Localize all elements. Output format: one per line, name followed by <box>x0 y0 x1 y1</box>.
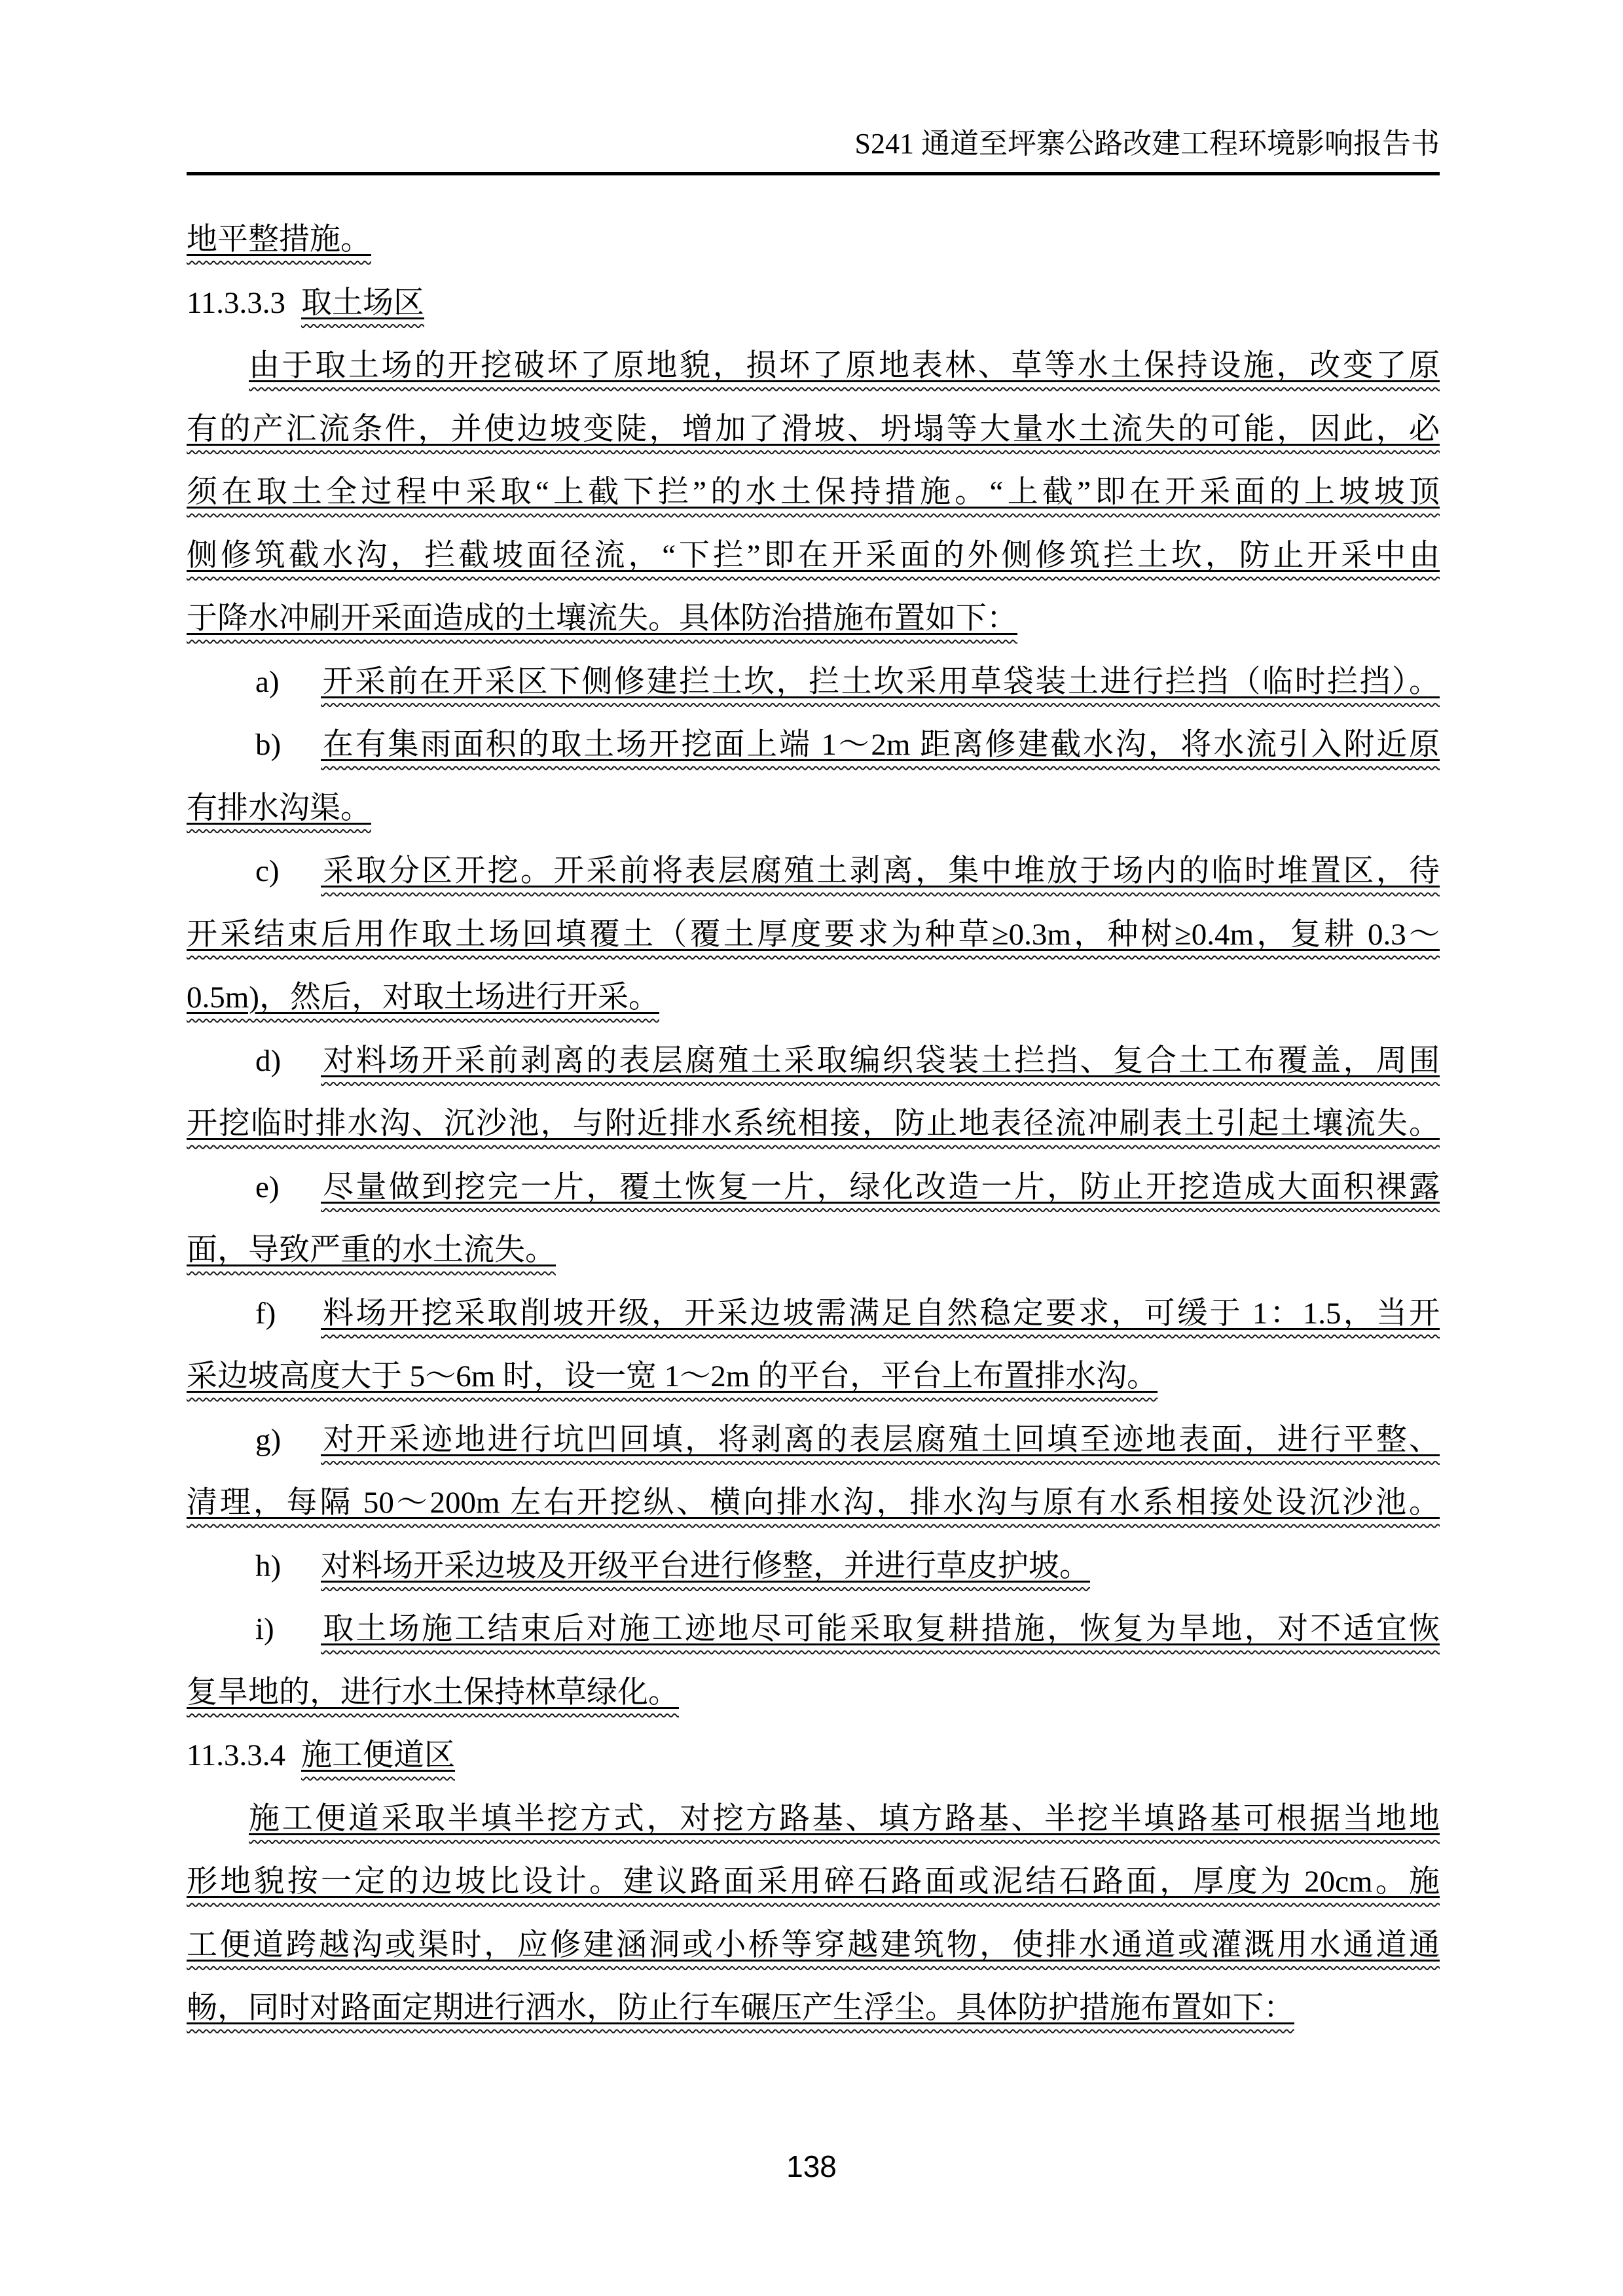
text-line <box>187 461 1440 524</box>
report-title-header <box>187 126 1440 162</box>
underline-wrap <box>321 1170 1440 1204</box>
list-marker: f) <box>255 1296 276 1331</box>
text-line <box>187 1408 1440 1472</box>
list-marker: h) <box>255 1549 282 1583</box>
line-text: 取土场施工结束后对施工迹地尽可能采取复耕措施，恢复为旱地，对不适宜恢 <box>321 1612 1440 1646</box>
underline-wrap <box>301 286 424 320</box>
text-line <box>187 1092 1440 1156</box>
line-text: 于降水冲刷开采面造成的土壤流失。具体防治措施布置如下： <box>187 601 1017 636</box>
underline-wrap <box>249 1802 1440 1836</box>
line-text: 在有集雨面积的取土场开挖面上端 1～2m 距离修建截水沟，将水流引入附近原 <box>321 728 1440 762</box>
text-line <box>187 524 1440 588</box>
list-marker: d) <box>255 1043 282 1078</box>
line-text: 对料场开采前剥离的表层腐殖土采取编织袋装土拦挡、复合土工布覆盖，周围 <box>321 1043 1440 1078</box>
text-line <box>187 1156 1440 1219</box>
line-text: 对料场开采边坡及开级平台进行修整，并进行草皮护坡。 <box>321 1549 1090 1583</box>
underline-wrap <box>187 918 1440 952</box>
text-line <box>187 1471 1440 1535</box>
underline-wrap <box>321 1044 1440 1078</box>
underline-wrap <box>187 539 1440 573</box>
text-line <box>187 1598 1440 1661</box>
text-line <box>187 587 1440 651</box>
underline-wrap <box>321 1423 1440 1457</box>
line-text: 须在取土全过程中采取“上截下拦”的水土保持措施。“上截”即在开采面的上坡坡顶 <box>187 475 1440 509</box>
line-text: 工便道跨越沟或渠时，应修建涵洞或小桥等穿越建筑物，使排水通道或灌溉用水通道通 <box>187 1928 1440 1962</box>
text-line <box>187 1850 1440 1914</box>
line-text: 料场开挖采取削坡开级，开采边坡需满足自然稳定要求，可缓于 1：1.5，当开 <box>321 1296 1440 1331</box>
underline-wrap <box>187 1928 1440 1962</box>
underline-wrap <box>321 1549 1090 1583</box>
list-marker: g) <box>255 1422 282 1457</box>
text-line <box>187 208 1440 272</box>
line-text: 地平整措施。 <box>187 223 371 257</box>
text-line <box>187 651 1440 714</box>
line-text: 尽量做到挖完一片，覆土恢复一片，绿化改造一片，防止开挖造成大面积裸露 <box>321 1170 1440 1204</box>
text-line <box>187 334 1440 398</box>
header-rule <box>187 172 1440 175</box>
underline-wrap <box>249 349 1440 383</box>
text-line <box>187 1030 1440 1093</box>
page-number: 138 <box>786 2149 837 2183</box>
underline-wrap <box>187 1359 1158 1393</box>
line-text: 采取分区开挖。开采前将表层腐殖土剥离，集中堆放于场内的临时堆置区，待 <box>321 854 1440 888</box>
line-text: 侧修筑截水沟，拦截坡面径流，“下拦”即在开采面的外侧修筑拦土坎，防止开采中由 <box>187 538 1440 573</box>
list-marker: b) <box>255 728 282 762</box>
list-marker: c) <box>255 854 280 888</box>
underline-wrap <box>321 728 1440 762</box>
line-text: 面，导致严重的水土流失。 <box>187 1233 556 1267</box>
line-text: 开采前在开采区下侧修建拦土坎，拦土坎采用草袋装土进行拦挡（临时拦挡）。 <box>321 664 1440 699</box>
page-footer <box>0 2151 1623 2182</box>
underline-wrap <box>187 475 1440 509</box>
underline-wrap <box>321 1612 1440 1646</box>
line-text: 形地貌按一定的边坡比设计。建议路面采用碎石路面或泥结石路面，厚度为 20cm。施 <box>187 1865 1440 1899</box>
underline-wrap <box>321 1297 1440 1331</box>
underline-wrap <box>187 1865 1440 1899</box>
text-line <box>187 1977 1440 2040</box>
text-line <box>187 713 1440 777</box>
underline-wrap <box>301 1738 455 1772</box>
text-line <box>187 840 1440 903</box>
text-line <box>187 1282 1440 1346</box>
text-line <box>187 1535 1440 1598</box>
underline-wrap <box>187 791 371 825</box>
heading-number: 11.3.3.3 <box>187 285 286 320</box>
list-marker: i) <box>255 1612 274 1646</box>
line-text: 施工便道区 <box>301 1738 456 1772</box>
underline-wrap <box>187 1486 1440 1520</box>
text-line <box>187 398 1440 461</box>
underline-wrap <box>187 412 1440 446</box>
underline-wrap <box>321 854 1440 888</box>
text-line <box>187 1345 1440 1408</box>
line-text: 由于取土场的开挖破坏了原地貌，损坏了原地表林、草等水土保持设施，改变了原 <box>249 349 1440 383</box>
line-text: 复旱地的，进行水土保持林草绿化。 <box>187 1675 679 1710</box>
underline-wrap <box>187 1233 556 1267</box>
line-text: 取土场区 <box>301 285 425 320</box>
underline-wrap <box>187 1107 1440 1141</box>
line-text: 0.5m)，然后，对取土场进行开采。 <box>187 980 659 1014</box>
line-text: 施工便道采取半填半挖方式，对挖方路基、填方路基、半挖半填路基可根据当地地 <box>249 1801 1440 1836</box>
list-marker: e) <box>255 1170 280 1204</box>
line-text: 畅，同时对路面定期进行洒水，防止行车碾压产生浮尘。具体防护措施布置如下： <box>187 1991 1294 2025</box>
text-line <box>187 1219 1440 1282</box>
section-heading <box>187 272 1440 335</box>
text-line <box>187 966 1440 1030</box>
line-text: 开采结束后用作取土场回填覆土（覆土厚度要求为种草≥0.3m，种树≥0.4m，复耕 0.3～ <box>187 917 1440 952</box>
report-title: S241 通道至坪寨公路改建工程环境影响报告书 <box>854 128 1440 160</box>
heading-number: 11.3.3.4 <box>187 1738 286 1772</box>
line-text: 开挖临时排水沟、沉沙池，与附近排水系统相接，防止地表径流冲刷表土引起土壤流失。 <box>187 1107 1440 1141</box>
list-marker: a) <box>255 664 280 699</box>
line-text: 有排水沟渠。 <box>187 791 371 825</box>
line-text: 清理，每隔 50～200m 左右开挖纵、横向排水沟，排水沟与原有水系相接处设沉沙池。 <box>187 1486 1440 1520</box>
text-line <box>187 777 1440 840</box>
underline-wrap <box>187 1991 1294 2025</box>
underline-wrap <box>187 601 1017 636</box>
line-text: 有的产汇流条件，并使边坡变陡，增加了滑坡、坍塌等大量水土流失的可能，因此，必 <box>187 412 1440 446</box>
text-line <box>187 903 1440 967</box>
underline-wrap <box>187 980 659 1014</box>
line-text: 采边坡高度大于 5～6m 时，设一宽 1～2m 的平台，平台上布置排水沟。 <box>187 1359 1158 1393</box>
underline-wrap <box>187 223 371 257</box>
underline-wrap <box>321 665 1440 699</box>
document-body <box>187 208 1440 2040</box>
text-line <box>187 1914 1440 1977</box>
underline-wrap <box>187 1676 679 1710</box>
line-text: 对开采迹地进行坑凹回填，将剥离的表层腐殖土回填至迹地表面，进行平整、 <box>321 1422 1440 1457</box>
section-heading <box>187 1724 1440 1787</box>
text-line <box>187 1661 1440 1725</box>
text-line <box>187 1787 1440 1851</box>
